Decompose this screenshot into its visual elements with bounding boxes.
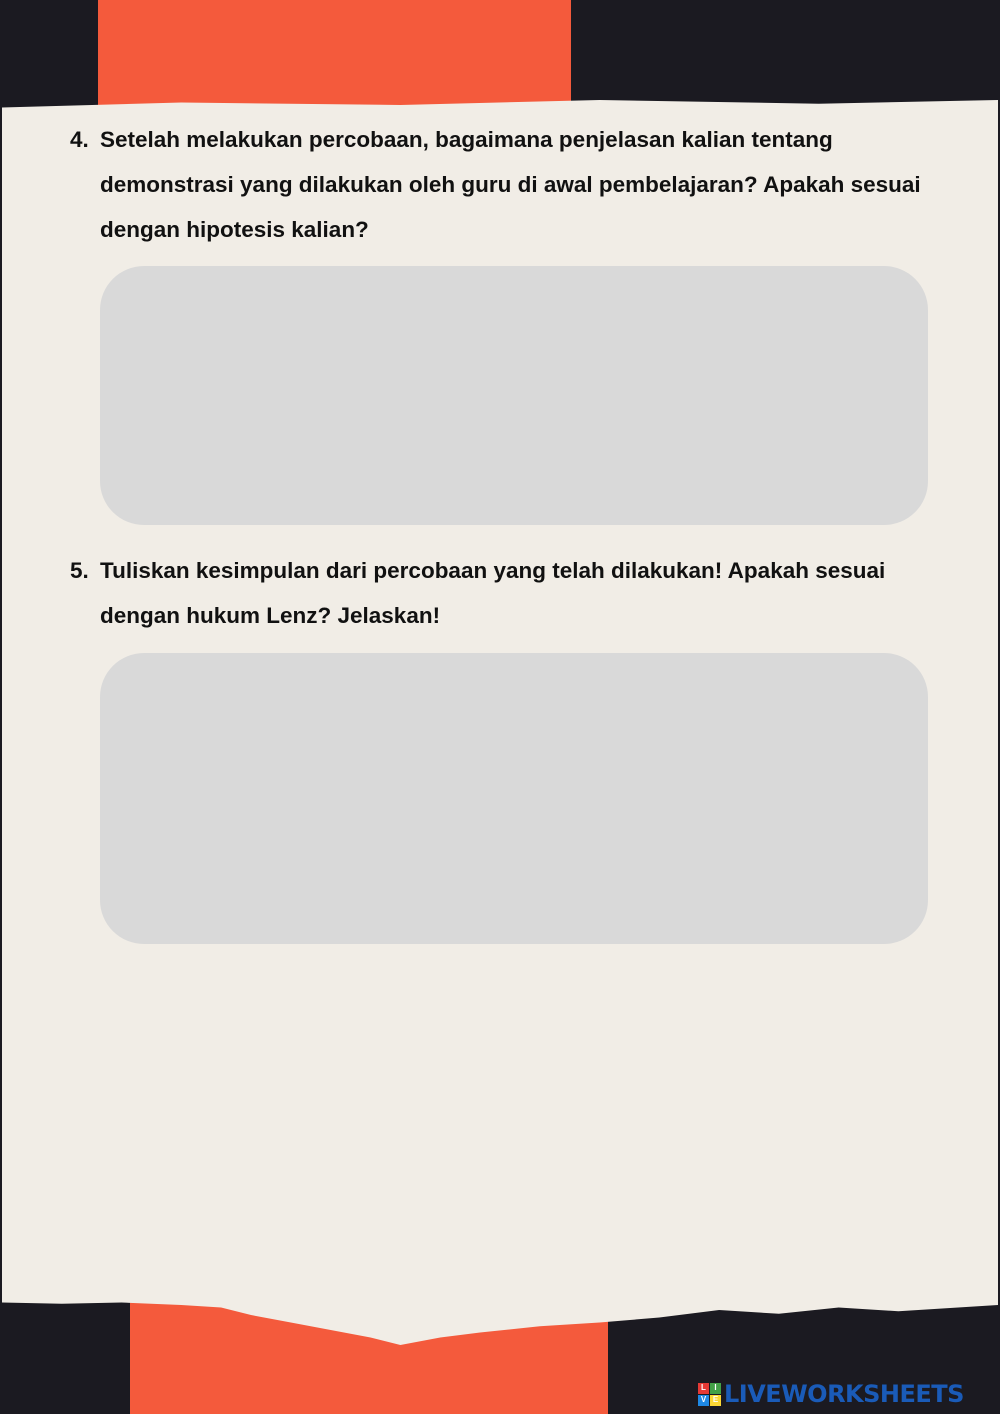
answer-box-5[interactable] — [100, 653, 928, 944]
question-5 — [70, 548, 950, 638]
answer-box-4[interactable] — [100, 266, 928, 525]
liveworksheets-watermark — [698, 1381, 964, 1407]
question-4-number: 4. — [70, 127, 89, 152]
logo-letter-e: E — [710, 1395, 721, 1406]
logo-letter-v: V — [698, 1395, 709, 1406]
question-5-number: 5. — [70, 558, 89, 583]
liveworksheets-logo-icon — [698, 1383, 721, 1406]
watermark-text: LIVEWORKSHEETS — [724, 1380, 964, 1408]
question-4 — [70, 117, 950, 252]
logo-letter-l: L — [698, 1383, 709, 1394]
logo-letter-i: I — [710, 1383, 721, 1394]
question-5-text: Tuliskan kesimpulan dari percobaan yang telah dilakukan! Apakah sesuai dengan hukum Lenz? Jelaskan! — [100, 558, 886, 628]
question-4-text: Setelah melakukan percobaan, bagaimana penjelasan kalian tentang demonstrasi yang dilakukan oleh guru di awal pembelajaran? Apakah sesuai dengan hipotesis kalian? — [100, 127, 921, 242]
